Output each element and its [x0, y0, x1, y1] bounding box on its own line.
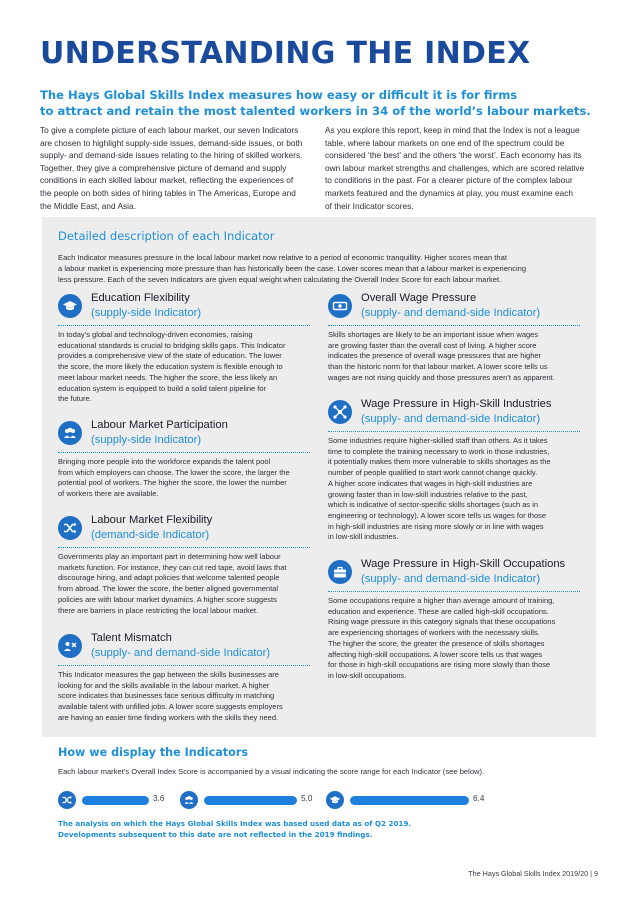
intro-line: of their Indicator scores. — [325, 200, 414, 211]
body-line: This Indicator measures the gap between the skills businesses are — [58, 670, 279, 679]
body-line: number of people qualified to start work cannot change quickly. — [328, 468, 538, 478]
shuffle-arrows-icon — [58, 791, 76, 809]
briefcase-icon — [328, 560, 352, 584]
body-line: provides a comprehensive view of the state of education. The lower — [58, 351, 282, 361]
indicator-education-flexibility — [58, 292, 320, 412]
page-title: UNDERSTANDING THE INDEX — [40, 36, 531, 71]
body-line: the score, the more likely the education system is flexible enough to — [58, 362, 283, 372]
indicator-type: (supply- and demand-side Indicator) — [361, 573, 541, 585]
body-line: from which employers can choose. The lower the score, the larger the — [58, 467, 290, 477]
body-line: growing faster than in low-skill industries relative to the past, — [328, 489, 528, 499]
body-line: the future. — [58, 394, 92, 404]
body-line: potential pool of workers. The higher the score, the lower the number — [58, 478, 287, 488]
indicator-name: Labour Market Flexibility — [91, 514, 213, 526]
body-line: affecting high-skill occupations. A lower score tells us that wages — [328, 649, 543, 659]
body-line: discourage hiring, and adapt policies that welcome talented people — [58, 573, 280, 583]
panel-desc-line: a labour market is experiencing more pressure than has historically been the case. Lower scores mean that a labour market is experiencing — [58, 263, 527, 273]
score-value: 3.6 — [153, 794, 165, 803]
body-line: which is indicative of sector-specific skills shortages (such as in — [328, 500, 539, 510]
divider — [328, 431, 580, 432]
score-meter — [58, 791, 168, 809]
body-line: in low-skill occupations. — [328, 670, 407, 680]
indicator-type: (supply-side Indicator) — [91, 434, 202, 446]
body-line: Governments play an important part in determining how well labour — [58, 552, 281, 561]
indicator-body — [328, 596, 586, 682]
indicator-name: Education Flexibility — [91, 292, 190, 304]
indicator-overall-wage-pressure — [328, 292, 590, 392]
intro-line: considered ‘the best’ and the others ‘the worst’. Each economy has its — [325, 150, 582, 161]
body-line: in low-skill industries. — [328, 532, 399, 542]
body-line: meet labour market needs. The higher the score, the less likely an — [58, 372, 278, 382]
divider — [328, 325, 580, 326]
intro-line: to conditions in the past. For a clearer picture of the complex labour — [325, 175, 573, 186]
body-line: wages are not rising quickly and those pressures aren’t as apparent. — [328, 372, 555, 382]
panel-desc-line: Each Indicator measures pressure in the local labour market now relative to a period of economic tranquillity. Higher scores mean that — [58, 253, 507, 262]
body-line: Bringing more people into the workforce expands the talent pool — [58, 457, 271, 466]
divider — [328, 591, 580, 592]
body-line: Rising wage pressure in this category signals that these occupations — [328, 617, 556, 627]
lead-line: to attract and retain the most talented workers in 34 of the world’s labour markets. — [40, 104, 591, 118]
indicator-type: (demand-side Indicator) — [91, 529, 210, 541]
body-line: The higher the score, the greater the presence of skills shortages — [328, 638, 545, 648]
network-nodes-icon — [328, 400, 352, 424]
body-line: education system is equipped to build a solid talent pipeline for — [58, 383, 267, 393]
indicator-body — [328, 436, 586, 543]
indicator-type: (supply-side Indicator) — [91, 307, 202, 319]
people-icon — [180, 791, 198, 809]
divider — [58, 325, 310, 326]
indicator-name: Wage Pressure in High-Skill Occupations — [361, 558, 566, 570]
intro-line: As you explore this report, keep in mind that the Index is not a league — [325, 125, 580, 135]
divider — [58, 665, 310, 666]
indicator-type: (supply- and demand-side Indicator) — [91, 647, 271, 659]
indicator-name: Overall Wage Pressure — [361, 292, 477, 304]
body-line: markets function. For instance, they can cut red tape, avoid laws that — [58, 562, 287, 572]
body-line: engineering or technology). A lower score tells us wages for those — [328, 510, 547, 520]
body-line: are having an easier time finding workers with the skills they need. — [58, 712, 279, 722]
body-line: are experiencing shortages of workers with the necessary skills. — [328, 628, 540, 638]
indicator-body — [328, 330, 586, 384]
note-line: Developments subsequent to this date are not reflected in the 2019 findings. — [58, 830, 373, 839]
intro-line: conditions in each skilled labour market, reflecting the experiences of — [40, 175, 294, 186]
panel-desc-line: less pressure. Each of the seven Indicators are given equal weight when calculating the Overall Index Score for each labour market. — [58, 274, 502, 284]
indicator-labour-market-flexibility — [58, 514, 320, 624]
indicator-name: Wage Pressure in High-Skill Industries — [361, 398, 552, 410]
graduation-cap-icon — [58, 294, 82, 318]
body-line: education and experience. These are called high-skill occupations. — [328, 606, 549, 616]
body-line: Some industries require higher-skilled staff than others. As it takes — [328, 436, 548, 445]
score-meter — [180, 791, 320, 809]
display-section-title: How we display the Indicators — [58, 746, 248, 759]
body-line: looking for and the skills available in the labour market. A higher — [58, 680, 270, 690]
intro-line: To give a complete picture of each labour market, our seven Indicators — [40, 125, 299, 135]
intro-line: own labour market strengths and challenges, which are scored relative — [325, 162, 585, 173]
intro-line: the people on both sides of hiring tables in The Americas, Europe and — [40, 187, 296, 198]
panel-title: Detailed description of each Indicator — [58, 229, 275, 243]
intro-left-column — [40, 124, 312, 212]
page-footer: The Hays Global Skills Index 2019/20 | 9 — [468, 869, 598, 878]
graduation-cap-icon — [326, 791, 344, 809]
intro-line: table, where labour markets on one end of the spectrum could be — [325, 137, 565, 148]
score-bar — [350, 796, 469, 805]
indicator-wage-pressure-high-skill-occupations — [328, 558, 590, 688]
display-section-description: Each labour market’s Overall Index Score is accompanied by a visual indicating the score range for each Indicator (see below). — [58, 767, 485, 776]
indicator-type: (supply- and demand-side Indicator) — [361, 307, 541, 319]
body-line: in high-skill industries are rising more slowly or in line with wages — [328, 521, 544, 531]
body-line: it potentially makes them more vulnerable to skills shortages as the — [328, 457, 551, 467]
body-line: for those in high-skill occupations are rising more slowly than those — [328, 660, 551, 670]
note-line: The analysis on which the Hays Global Skills Index was based used data as of Q2 2019. — [58, 819, 412, 828]
indicator-body — [58, 330, 316, 405]
body-line: there are barriers in place restricting the local labour market. — [58, 605, 259, 615]
body-line: than the historic norm for that labour market. A lower score tells us — [328, 362, 548, 372]
score-meter — [326, 791, 485, 809]
intro-line: Together, they give a comprehensive picture of demand and supply — [40, 162, 287, 173]
score-value: 5.0 — [301, 794, 313, 803]
shuffle-arrows-icon — [58, 516, 82, 540]
body-line: available talent with unfilled jobs. A lower score suggests employers — [58, 702, 283, 712]
score-value: 6.4 — [473, 794, 485, 803]
body-line: time to complete the training necessary to work in those industries, — [328, 446, 550, 456]
indicator-name: Talent Mismatch — [91, 632, 172, 644]
intro-line: markets featured and the dynamics at play, you must examine each — [325, 187, 573, 198]
lead-line: The Hays Global Skills Index measures how easy or difficult it is for firms — [40, 88, 518, 102]
indicator-talent-mismatch — [58, 632, 320, 732]
mismatch-icon — [58, 634, 82, 658]
data-note — [58, 818, 411, 840]
panel-description — [58, 253, 578, 285]
intro-line: supply- and demand-side issues relating to the hiring of skilled workers. — [40, 150, 303, 161]
body-line: Some occupations require a higher than average amount of training, — [328, 596, 555, 605]
divider — [58, 452, 310, 453]
body-line: indicates the presence of overall wage pressures that are higher — [328, 351, 542, 361]
intro-line: the Middle East, and Asia. — [40, 200, 136, 211]
people-icon — [58, 421, 82, 445]
body-line: Skills shortages are likely to be an important issue when wages — [328, 330, 539, 339]
score-bar — [204, 796, 297, 805]
body-line: policies are with labour market dynamics. A higher score suggests — [58, 594, 277, 604]
banknote-icon — [328, 294, 352, 318]
divider — [58, 547, 310, 548]
intro-right-column — [325, 124, 597, 212]
body-line: score indicates that businesses face serious difficulty in matching — [58, 691, 275, 701]
indicator-labour-market-participation — [58, 419, 320, 504]
indicator-type: (supply- and demand-side Indicator) — [361, 413, 541, 425]
score-bar — [82, 796, 149, 805]
indicator-body — [58, 552, 316, 616]
indicator-body — [58, 457, 316, 500]
body-line: are growing faster than the overall cost of living. A higher score — [328, 340, 537, 350]
body-line: educational standards is crucial to bridging skills gaps. This Indicator — [58, 340, 286, 350]
indicator-name: Labour Market Participation — [91, 419, 228, 431]
indicator-body — [58, 670, 316, 724]
lead-paragraph — [40, 87, 600, 119]
body-line: from abroad. The lower the score, the better aligned governmental — [58, 584, 278, 594]
intro-line: are chosen to highlight supply-side issues, demand-side issues, or both — [40, 137, 303, 148]
body-line: A higher score indicates that wages in high-skill industries are — [328, 478, 533, 488]
body-line: of workers there are available. — [58, 489, 159, 499]
body-line: In today’s global and technology-driven economies, raising — [58, 330, 253, 339]
indicator-wage-pressure-high-skill-industries — [328, 398, 590, 548]
